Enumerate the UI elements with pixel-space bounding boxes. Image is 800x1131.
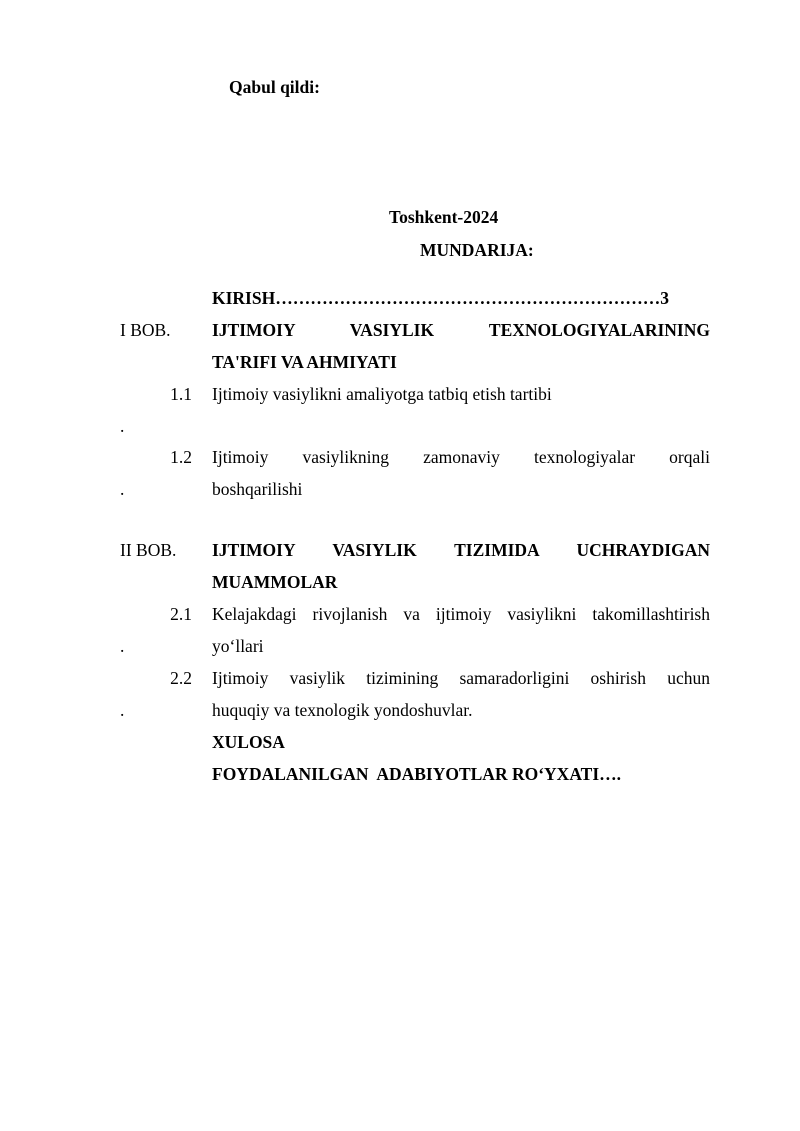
section-1-2-title-line2: boshqarilishi [212, 479, 303, 499]
section-2-1-dot: . [120, 636, 125, 656]
section-2-2-title-line2: huquqiy va texnologik yondoshuvlar. [212, 700, 473, 720]
contents-title: MUNDARIJA: [420, 240, 534, 260]
city-year: Toshkent-2024 [389, 207, 499, 227]
section-2-1-number: 2.1 [170, 604, 192, 624]
section-2-2-dot: . [120, 700, 125, 720]
toc-intro: KIRISH…………………………………………………………3 [212, 288, 669, 308]
chapter2-label: II BOB. [120, 540, 177, 560]
section-1-2-dot: . [120, 479, 125, 499]
section-2-1-title-line1: Kelajakdagi rivojlanish va ijtimoiy vasiylikni takomillashtirish [212, 604, 710, 624]
chapter1-title-line1: IJTIMOIY VASIYLIK TEXNOLOGIYALARINING [212, 320, 710, 340]
section-2-2-number: 2.2 [170, 668, 192, 688]
chapter1-label: I BOB. [120, 320, 171, 340]
section-1-1-title: Ijtimoiy vasiylikni amaliyotga tatbiq etish tartibi [212, 384, 552, 404]
section-1-2-number: 1.2 [170, 447, 192, 467]
section-1-2-title-line1: Ijtimoiy vasiylikning zamonaviy texnologiyalar orqali [212, 447, 710, 467]
toc-references: FOYDALANILGAN ADABIYOTLAR RO‘YXATI…. [212, 764, 622, 784]
accepted-by-label: Qabul qildi: [229, 77, 320, 97]
section-1-1-dot: . [120, 416, 125, 436]
section-2-2-title-line1: Ijtimoiy vasiylik tizimining samaradorligini oshirish uchun [212, 668, 710, 688]
section-1-1-number: 1.1 [170, 384, 192, 404]
toc-conclusion: XULOSA [212, 732, 285, 752]
chapter2-title-line2: MUAMMOLAR [212, 572, 338, 592]
section-2-1-title-line2: yo‘llari [212, 636, 264, 656]
chapter2-title-line1: IJTIMOIY VASIYLIK TIZIMIDA UCHRAYDIGAN [212, 540, 710, 560]
chapter1-title-line2: TA'RIFI VA AHMIYATI [212, 352, 397, 372]
